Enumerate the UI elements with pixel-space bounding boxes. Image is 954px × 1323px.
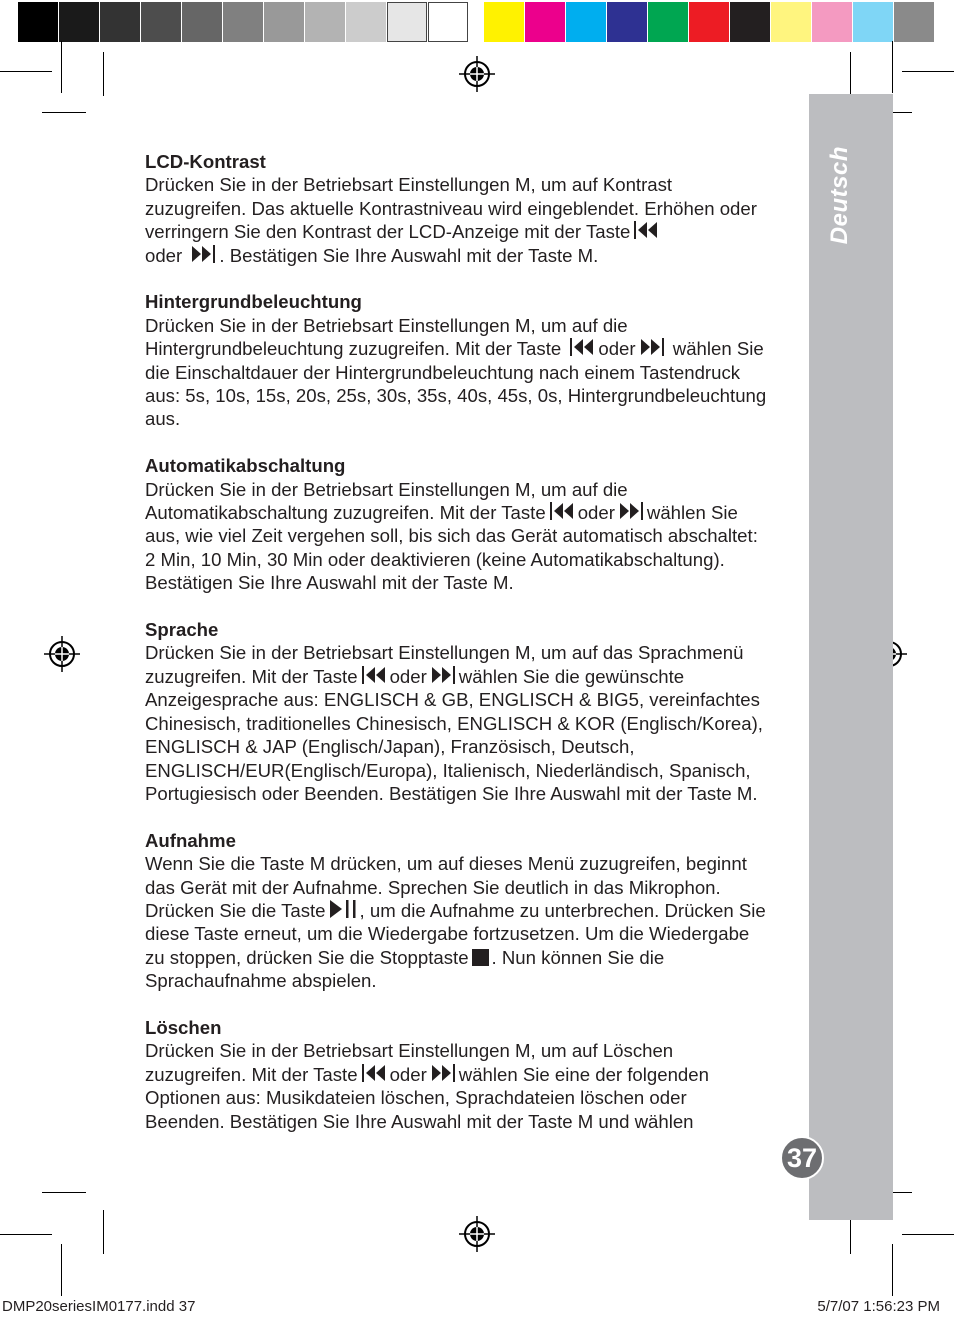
section-body: Drücken Sie in der Betriebsart Einstellungen M, um auf die Automatikabschaltung zuzugreifen. Mit der Taste oder wählen Sie aus, wie viel Zeit vergehen soll, bis sich das Gerät automatisch abschaltet: 2 Min, 10 Min, 30 Min oder deaktivieren (keine Automatikabschaltung). Bestätigen Sie Ihre Auswahl mit der Taste M. [145,478,758,594]
crop-mark [850,52,851,96]
section-body: Drücken Sie in der Betriebsart Einstellungen M, um auf Löschen zuzugreifen. Mit der Taste oder wählen Sie eine der folgenden Optionen aus: Musikdateien löschen, Sprachdateien löschen oder Beenden. Bestätigen Sie Ihre Auswahl mit der Taste M und wählen [145,1040,709,1132]
calibration-swatch [484,2,524,42]
crop-mark [61,1244,62,1296]
next-track-icon [190,244,216,264]
stop-icon [472,949,489,966]
next-track-icon [618,501,644,521]
crop-mark [42,1192,86,1193]
previous-track-icon [569,337,595,357]
crop-mark [61,41,62,93]
calibration-swatch [771,2,811,42]
section-heading: Hintergrundbeleuchtung [145,291,362,313]
manual-content [145,150,770,1156]
crop-mark [42,112,86,113]
crop-mark [103,52,104,96]
slug-filename: DMP20seriesIM0177.indd 37 [2,1298,196,1315]
previous-track-icon [549,501,575,521]
section-auto-off [145,454,770,594]
calibration-swatch [525,2,565,42]
page-number-badge: 37 [780,1136,824,1180]
crop-mark [0,71,52,72]
calibration-swatch [566,2,606,42]
next-track-icon [430,665,456,685]
crop-mark [902,71,954,72]
calibration-swatch [648,2,688,42]
language-tab-label: Deutsch [826,146,853,245]
calibration-swatch [689,2,729,42]
calibration-swatch [141,2,181,42]
grayscale-calibration-bar [18,2,469,42]
next-track-icon [639,337,665,357]
calibration-swatch [387,2,427,42]
section-body: Drücken Sie in der Betriebsart Einstellungen M, um auf die Hintergrundbeleuchtung zuzugreifen. Mit der Taste oder wählen Sie die Einschaltdauer der Hintergrundbeleuchtung nach einem Tastendruck aus: 5s, 10s, 15s, 20s, 25s, 30s, 35s, 40s, 45s, 0s, Hintergrundbeleuchtung aus. [145,314,767,430]
calibration-swatch [607,2,647,42]
section-lcd-contrast [145,150,770,267]
section-heading: Sprache [145,619,219,641]
registration-mark-icon [459,1216,495,1252]
registration-mark-icon [459,56,495,92]
previous-track-icon [361,1063,387,1083]
calibration-swatch [305,2,345,42]
section-recording [145,829,770,993]
section-heading: Automatikabschaltung [145,455,346,477]
next-track-icon [430,1063,456,1083]
calibration-swatch [264,2,304,42]
section-language [145,618,770,805]
section-heading: Löschen [145,1016,222,1038]
crop-mark [902,1234,954,1235]
calibration-swatch [428,2,468,42]
crop-mark [892,41,893,93]
section-backlight [145,290,770,430]
section-body: Drücken Sie in der Betriebsart Einstellungen M, um auf Kontrast zuzugreifen. Das aktuelle Kontrastniveau wird eingeblendet. Erhöhen oder verringern Sie den Kontrast der LCD-Anzeige mit der Taste oder . Bestätigen Sie Ihre Auswahl mit der Taste M. [145,174,757,266]
crop-mark [103,1210,104,1254]
play-pause-icon [329,899,357,919]
calibration-swatch [346,2,386,42]
language-side-band [809,94,893,1220]
calibration-swatch [182,2,222,42]
registration-mark-icon [44,636,80,672]
calibration-swatch [223,2,263,42]
slug-timestamp: 5/7/07 1:56:23 PM [817,1298,940,1315]
previous-track-icon [633,220,659,240]
previous-track-icon [361,665,387,685]
section-heading: Aufnahme [145,829,236,851]
calibration-swatch [730,2,770,42]
section-body: Drücken Sie in der Betriebsart Einstellungen M, um auf das Sprachmenü zuzugreifen. Mit der Taste oder wählen Sie die gewünschte Anzeigesprache aus: ENGLISCH & GB, ENGLISCH & BIG5, vereinfachtes Chinesisch, traditionelles Chinesisch, ENGLISCH & KOR (Englisch/Korea), ENGLISCH & JAP (Englisch/Japan), Französisch, Deutsch, ENGLISCH/EUR(Englisch/Europa), Italienisch, Niederländisch, Spanisch, Portugiesisch oder Beenden. Bestätigen Sie Ihre Auswahl mit der Taste M. [145,642,763,804]
section-body: Wenn Sie die Taste M drücken, um auf dieses Menü zuzugreifen, beginnt das Gerät mit der Aufnahme. Sprechen Sie deutlich in das Mikrophon. Drücken Sie die Taste , um die Aufnahme zu unterbrechen. Drücken Sie diese Taste erneut, um die Wiedergabe fortzusetzen. Um die Wiedergabe zu stoppen, drücken Sie die Stopptaste . Nun können Sie die Sprachaufnahme abspielen. [145,853,766,992]
calibration-swatch [18,2,58,42]
section-heading: LCD-Kontrast [145,151,266,172]
section-delete [145,1016,770,1133]
calibration-swatch [853,2,893,42]
color-calibration-bar [484,2,935,42]
calibration-swatch [894,2,934,42]
crop-mark [892,1244,893,1296]
crop-mark [0,1234,52,1235]
calibration-swatch [812,2,852,42]
calibration-swatch [59,2,99,42]
calibration-swatch [100,2,140,42]
